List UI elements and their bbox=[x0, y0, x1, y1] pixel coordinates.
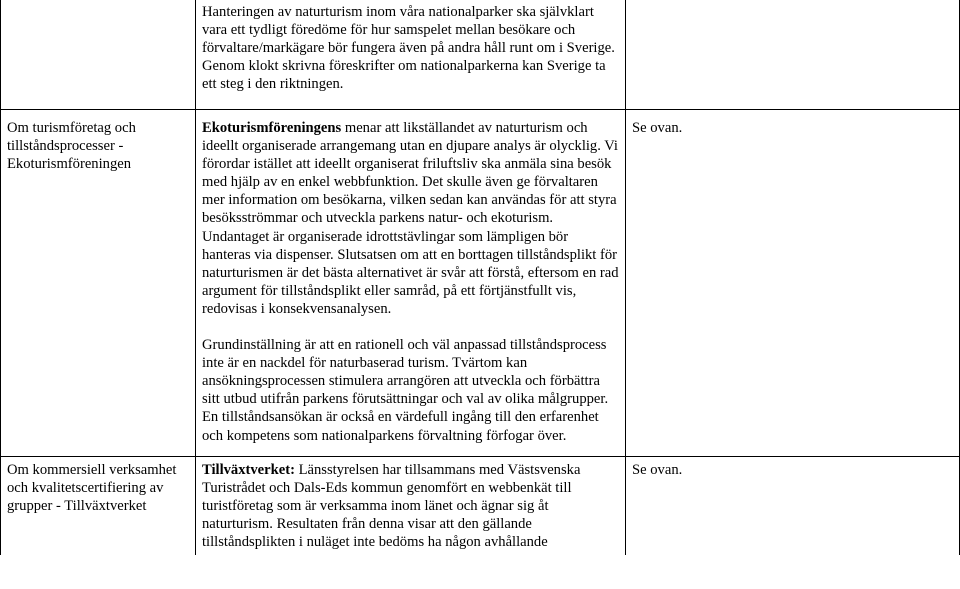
comment-text: Grundinställning är att en rationell och väl anpassad tillståndsprocess inte är en nackdel för naturbaserad turism. Tvärtom kan ansökningsprocessen stimulera arrangören att utveckla och förbättra sitt utbud utifrån parkens förutsättningar och val av olika målgrupper. En tillståndsansökan är också en värdefull ingång till den erfarenhet och kompetens som nationalparkens förvaltning förfogar över. bbox=[202, 337, 609, 444]
paragraph-gap bbox=[202, 318, 619, 336]
response-cell: Se ovan. bbox=[626, 456, 960, 555]
response-cell bbox=[626, 0, 960, 110]
topic-cell: Om kommersiell verksamhet och kvalitetscertifiering av grupper - Tillväxtverket bbox=[1, 456, 196, 555]
comment-text: Länsstyrelsen har tillsammans med Västsvenska Turistrådet och Dals-Eds kommun genomfört en webbenkät till turistföretag som är verksamma inom länet och ägnar sig åt naturturism. Resultaten från denna visar att den gällande tillståndsplikten i nuläget inte bedöms ha någon avhållande bbox=[202, 461, 581, 550]
comment-lead: Tillväxtverket: bbox=[202, 461, 295, 478]
table-row bbox=[1, 110, 960, 457]
comment-text: menar att likställandet av naturturism och ideellt organiserade arrangemang utan en djupare analys är olycklig. Vi förordar istället att ideellt organiserat friluftsliv ska anmäla sina besök med hjälp av en enkel webbfunktion. Det skulle även ge förvaltaren mer information om besökarna, vilken sedan kan användas för att styra besöksströmmar och utveckla parkens natur- och ekoturism. Undantaget är organiserade idrottstävlingar som lämpligen bör hanteras via dispenser. Slutsatsen om att en borttagen tillståndsplikt för naturturismen är det bästa alternativet är svår att förstå, eftersom en rad argument för tillståndsplikt eller samråd, på ett förtjänstfullt vis, redovisas i konsekvensanalysen. bbox=[202, 120, 619, 317]
comment-text: Hanteringen av naturturism inom våra nationalparker ska självklart vara ett tydligt föredöme för hur samspelet mellan besökare och förvaltare/markägare bör fungera även på andra håll runt om i Sverige. Genom klokt skrivna föreskrifter om nationalparkerna kan Sverige ta ett steg i den riktningen. bbox=[202, 4, 615, 93]
comment-paragraph bbox=[202, 119, 619, 318]
comment-lead: Ekoturismföreningens bbox=[202, 120, 342, 136]
topic-cell bbox=[1, 0, 196, 110]
table-row bbox=[1, 0, 960, 110]
comment-paragraph bbox=[202, 461, 619, 551]
table-row bbox=[1, 456, 960, 555]
comment-paragraph bbox=[202, 3, 619, 93]
comment-paragraph bbox=[202, 336, 619, 445]
comment-cell bbox=[196, 0, 626, 110]
topic-cell: Om turismföretag och tillståndsprocesser - Ekoturismföreningen bbox=[1, 110, 196, 457]
comment-cell bbox=[196, 110, 626, 457]
response-cell: Se ovan. bbox=[626, 110, 960, 457]
comment-cell bbox=[196, 456, 626, 555]
